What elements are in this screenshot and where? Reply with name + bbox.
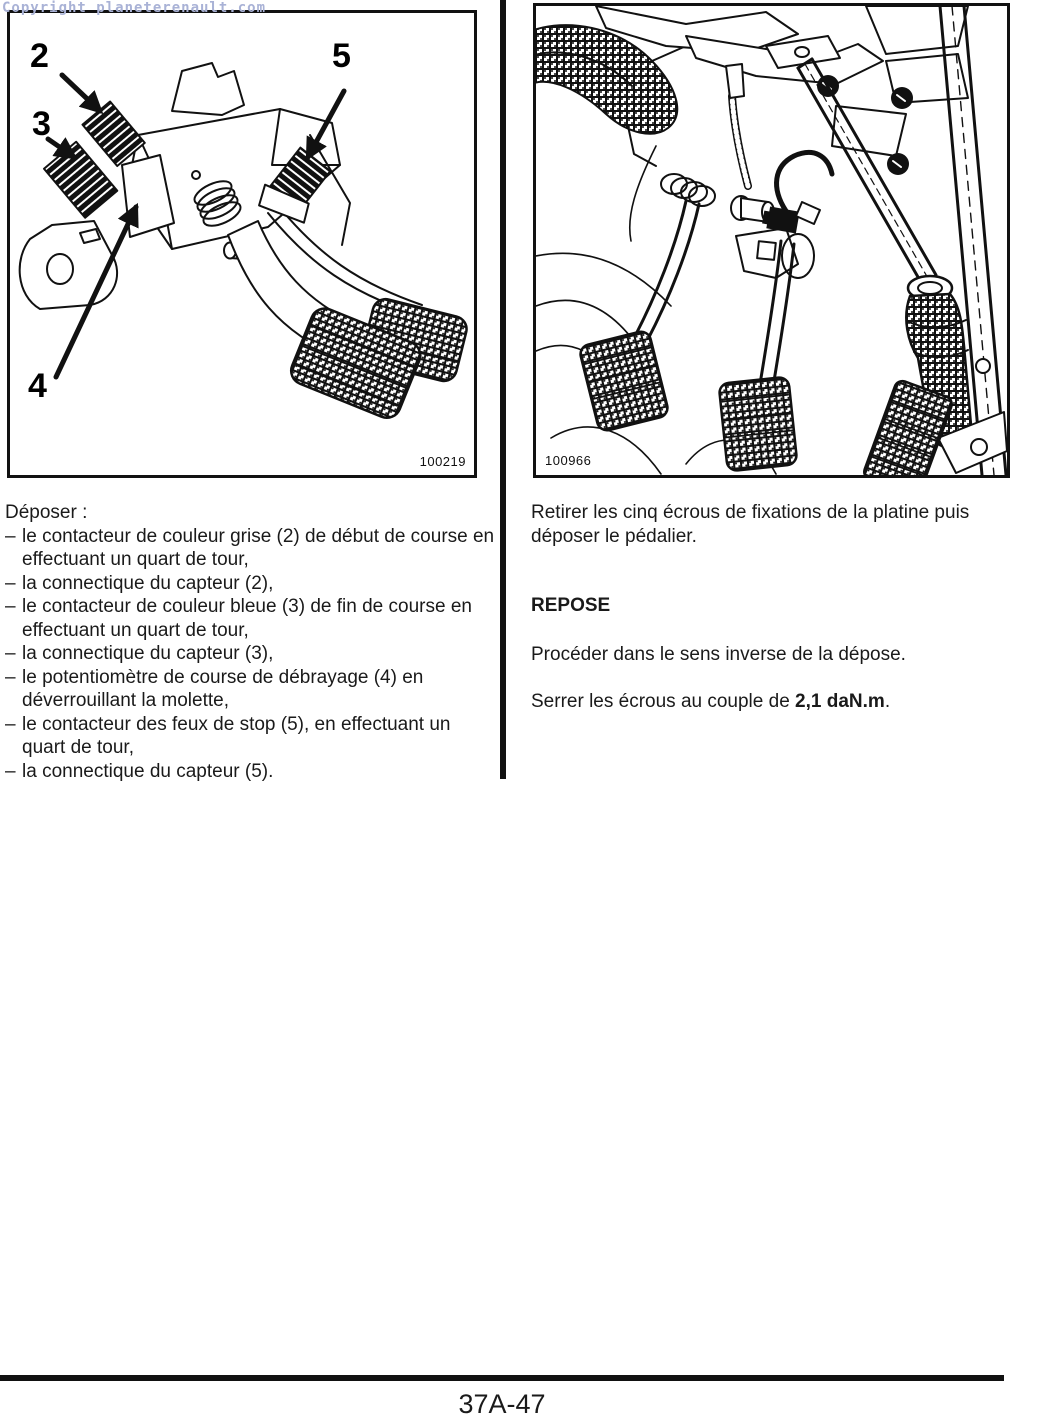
dash-bullet: – bbox=[5, 525, 16, 547]
torque-value: 2,1 daN.m bbox=[795, 691, 885, 712]
sensor-connector bbox=[761, 152, 832, 233]
coiled-cable bbox=[726, 64, 748, 186]
callout-4: 4 bbox=[28, 367, 47, 405]
callout-3: 3 bbox=[32, 105, 51, 143]
right-text-column bbox=[531, 501, 1021, 714]
list-item-text: le contacteur de couleur grise (2) de début de course en effectuant un quart de tour, bbox=[22, 525, 495, 570]
list-item-text: le contacteur des feux de stop (5), en effectuant un quart de tour, bbox=[22, 713, 451, 758]
serrer-suffix: . bbox=[884, 691, 891, 712]
dash-bullet: – bbox=[5, 666, 16, 688]
pedal-spring bbox=[628, 126, 715, 206]
callout-5: 5 bbox=[332, 37, 351, 75]
pedal-pads bbox=[287, 296, 469, 422]
figure-ref-right: 100966 bbox=[545, 453, 592, 468]
dash-bullet: – bbox=[5, 596, 16, 617]
depose-intro: Déposer : bbox=[5, 502, 88, 523]
pedal-assembly-diagram bbox=[10, 13, 474, 475]
figure-footwell bbox=[533, 3, 1010, 478]
dash-bullet: – bbox=[5, 572, 16, 594]
list-item bbox=[5, 595, 497, 642]
left-text-column bbox=[5, 501, 497, 783]
dash-bullet: – bbox=[5, 760, 16, 782]
footwell-diagram bbox=[536, 6, 1007, 475]
list-item-text: la connectique du capteur (3), bbox=[22, 643, 274, 664]
footer-rule bbox=[0, 1375, 1004, 1381]
paragraph-serrer bbox=[531, 690, 1021, 714]
list-item bbox=[5, 642, 497, 666]
dash-bullet: – bbox=[5, 713, 16, 735]
list-item bbox=[5, 760, 497, 784]
list-item bbox=[5, 666, 497, 713]
list-item bbox=[5, 713, 497, 760]
list-item bbox=[5, 525, 497, 572]
serrer-prefix: Serrer les écrous au couple de bbox=[531, 691, 796, 712]
callout-2: 2 bbox=[30, 37, 49, 75]
paragraph-retirer: Retirer les cinq écrous de fixations de la platine puis déposer le pédalier. bbox=[531, 502, 970, 547]
figure-ref-left: 100219 bbox=[419, 454, 466, 469]
repose-heading: REPOSE bbox=[531, 595, 611, 616]
copyright-watermark: Copyright planeterenault.com bbox=[2, 0, 267, 16]
pedal-bracket-housing bbox=[122, 63, 350, 249]
list-item-text: le potentiomètre de course de débrayage (4) en déverrouillant la molette, bbox=[22, 666, 424, 711]
list-item-text: le contacteur de couleur bleue (3) de fin de course en effectuant un quart de tour, bbox=[22, 596, 472, 641]
list-item-text: la connectique du capteur (5). bbox=[22, 760, 274, 782]
paragraph-proceder: Procéder dans le sens inverse de la dépose. bbox=[531, 643, 906, 665]
dash-bullet: – bbox=[5, 643, 16, 664]
page-number: 37A-47 bbox=[458, 1389, 546, 1419]
figure-pedal-assembly bbox=[7, 10, 477, 478]
column-divider bbox=[500, 0, 506, 779]
base-plate bbox=[20, 221, 117, 309]
list-item-text: la connectique du capteur (2), bbox=[22, 572, 274, 594]
list-item bbox=[5, 572, 497, 596]
